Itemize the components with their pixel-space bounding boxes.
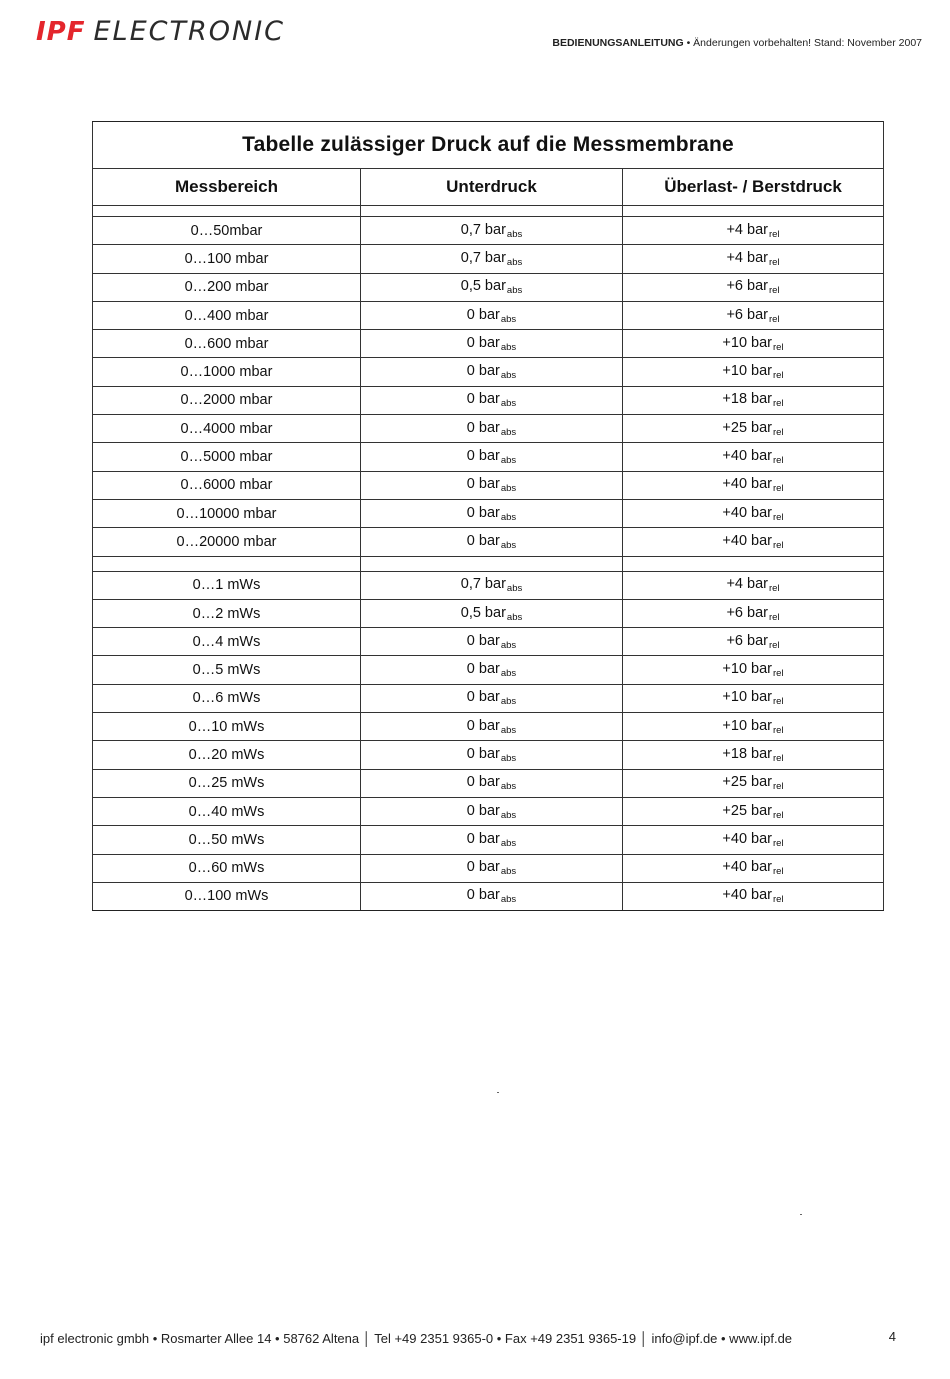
logo-brand: IPF xyxy=(36,17,86,47)
overload-cell xyxy=(623,628,884,656)
table-row xyxy=(93,217,884,245)
vacuum-cell-unit-subscript: abs xyxy=(500,696,517,708)
vacuum-cell xyxy=(361,245,623,273)
vacuum-cell xyxy=(361,769,623,797)
vacuum-cell-unit-subscript: abs xyxy=(500,370,517,382)
vacuum-cell-value: 0 bar xyxy=(466,859,500,876)
measuring-range-cell: 0…60 mWs xyxy=(93,854,361,882)
company-logo xyxy=(36,16,285,56)
overload-cell xyxy=(623,571,884,599)
vacuum-cell-value: 0 bar xyxy=(466,661,500,678)
measuring-range-cell: 0…20000 mbar xyxy=(93,528,361,556)
overload-cell xyxy=(623,499,884,527)
overload-cell xyxy=(623,684,884,712)
measuring-range-cell: 0…6 mWs xyxy=(93,684,361,712)
overload-cell-unit-subscript: rel xyxy=(773,724,784,736)
header-note xyxy=(552,37,922,49)
overload-cell-value: +40 bar xyxy=(722,830,773,847)
overload-cell xyxy=(623,443,884,471)
vacuum-cell-value: 0 bar xyxy=(466,802,500,819)
vacuum-cell xyxy=(361,684,623,712)
table-row xyxy=(93,301,884,329)
vacuum-cell xyxy=(361,443,623,471)
vacuum-cell-value: 0 bar xyxy=(466,448,500,465)
vacuum-cell-value: 0 bar xyxy=(466,504,500,521)
measuring-range-cell: 0…1 mWs xyxy=(93,571,361,599)
overload-cell xyxy=(623,599,884,627)
table-row xyxy=(93,386,884,414)
overload-cell-unit-subscript: rel xyxy=(773,668,784,680)
overload-cell xyxy=(623,528,884,556)
measuring-range-cell: 0…400 mbar xyxy=(93,301,361,329)
logo-name: ELECTRONIC xyxy=(93,16,286,47)
overload-cell-value: +6 bar xyxy=(726,604,768,621)
table-row xyxy=(93,684,884,712)
measuring-range-cell: 0…4 mWs xyxy=(93,628,361,656)
measuring-range-cell: 0…600 mbar xyxy=(93,330,361,358)
overload-cell-unit-subscript: rel xyxy=(768,639,780,651)
vacuum-cell-unit-subscript: abs xyxy=(500,426,517,438)
overload-cell-unit-subscript: rel xyxy=(773,866,784,878)
overload-cell-value: +4 bar xyxy=(726,576,768,593)
overload-cell-unit-subscript: rel xyxy=(773,809,784,821)
vacuum-cell xyxy=(361,882,623,910)
measuring-range-cell: 0…4000 mbar xyxy=(93,415,361,443)
measuring-range-cell: 0…2000 mbar xyxy=(93,386,361,414)
overload-cell-unit-subscript: rel xyxy=(773,781,784,793)
overload-cell-unit-subscript: rel xyxy=(768,256,780,268)
measuring-range-cell: 0…100 mWs xyxy=(93,882,361,910)
overload-cell xyxy=(623,330,884,358)
table-row xyxy=(93,471,884,499)
vacuum-cell xyxy=(361,415,623,443)
vacuum-cell-value: 0,7 bar xyxy=(460,221,506,238)
separator-cell xyxy=(623,206,884,217)
separator-cell xyxy=(623,556,884,571)
revision-note: • Änderungen vorbehalten! Stand: November 2007 xyxy=(683,37,922,49)
overload-cell xyxy=(623,797,884,825)
vacuum-cell-value: 0 bar xyxy=(466,532,500,549)
measuring-range-cell: 0…1000 mbar xyxy=(93,358,361,386)
pressure-table xyxy=(92,121,884,911)
table-row xyxy=(93,628,884,656)
overload-cell-value: +10 bar xyxy=(722,717,773,734)
vacuum-cell xyxy=(361,301,623,329)
vacuum-cell-value: 0 bar xyxy=(466,717,500,734)
vacuum-cell-value: 0 bar xyxy=(466,887,500,904)
overload-cell xyxy=(623,301,884,329)
vacuum-cell-unit-subscript: abs xyxy=(506,285,523,297)
overload-cell-unit-subscript: rel xyxy=(773,837,784,849)
overload-cell xyxy=(623,882,884,910)
vacuum-cell-value: 0 bar xyxy=(466,419,500,436)
vacuum-cell-unit-subscript: abs xyxy=(500,539,517,551)
vacuum-cell-unit-subscript: abs xyxy=(500,724,517,736)
group-separator-row xyxy=(93,556,884,571)
vacuum-cell xyxy=(361,499,623,527)
overload-cell-value: +6 bar xyxy=(726,278,768,295)
vacuum-cell-value: 0,7 bar xyxy=(460,249,506,266)
overload-cell-value: +18 bar xyxy=(722,745,773,762)
vacuum-cell-unit-subscript: abs xyxy=(500,483,517,495)
column-header-range: Messbereich xyxy=(93,169,361,206)
overload-cell-value: +10 bar xyxy=(722,334,773,351)
vacuum-cell xyxy=(361,217,623,245)
table-row xyxy=(93,882,884,910)
vacuum-cell-value: 0,5 bar xyxy=(460,604,506,621)
overload-cell-unit-subscript: rel xyxy=(768,583,780,595)
table-row xyxy=(93,415,884,443)
vacuum-cell-value: 0 bar xyxy=(466,774,500,791)
separator-cell xyxy=(361,206,623,217)
overload-cell-unit-subscript: rel xyxy=(773,511,784,523)
overload-cell-value: +40 bar xyxy=(722,532,773,549)
overload-cell-value: +40 bar xyxy=(722,859,773,876)
vacuum-cell-unit-subscript: abs xyxy=(500,639,517,651)
scan-speck xyxy=(800,1214,802,1215)
measuring-range-cell: 0…6000 mbar xyxy=(93,471,361,499)
separator-cell xyxy=(361,556,623,571)
measuring-range-cell: 0…10000 mbar xyxy=(93,499,361,527)
table-row xyxy=(93,499,884,527)
overload-cell xyxy=(623,386,884,414)
measuring-range-cell: 0…20 mWs xyxy=(93,741,361,769)
vacuum-cell xyxy=(361,797,623,825)
overload-cell xyxy=(623,854,884,882)
vacuum-cell xyxy=(361,386,623,414)
table-row xyxy=(93,528,884,556)
vacuum-cell-value: 0 bar xyxy=(466,363,500,380)
overload-cell xyxy=(623,415,884,443)
vacuum-cell xyxy=(361,358,623,386)
overload-cell xyxy=(623,713,884,741)
table-row xyxy=(93,713,884,741)
vacuum-cell-unit-subscript: abs xyxy=(500,866,517,878)
measuring-range-cell: 0…25 mWs xyxy=(93,769,361,797)
overload-cell-value: +10 bar xyxy=(722,689,773,706)
overload-cell xyxy=(623,741,884,769)
vacuum-cell-unit-subscript: abs xyxy=(500,668,517,680)
vacuum-cell xyxy=(361,330,623,358)
overload-cell-unit-subscript: rel xyxy=(773,341,784,353)
table-row xyxy=(93,330,884,358)
header-spacer-row xyxy=(93,206,884,217)
measuring-range-cell: 0…2 mWs xyxy=(93,599,361,627)
vacuum-cell xyxy=(361,826,623,854)
overload-cell-unit-subscript: rel xyxy=(773,696,784,708)
measuring-range-cell: 0…50mbar xyxy=(93,217,361,245)
table-row xyxy=(93,273,884,301)
overload-cell-value: +25 bar xyxy=(722,802,773,819)
vacuum-cell xyxy=(361,713,623,741)
table-title: Tabelle zulässiger Druck auf die Messmembrane xyxy=(93,122,884,169)
measuring-range-cell: 0…5 mWs xyxy=(93,656,361,684)
overload-cell xyxy=(623,769,884,797)
overload-cell-unit-subscript: rel xyxy=(773,370,784,382)
vacuum-cell xyxy=(361,741,623,769)
overload-cell-value: +40 bar xyxy=(722,476,773,493)
table-row xyxy=(93,741,884,769)
table-row xyxy=(93,656,884,684)
measuring-range-cell: 0…200 mbar xyxy=(93,273,361,301)
overload-cell-value: +6 bar xyxy=(726,632,768,649)
vacuum-cell-unit-subscript: abs xyxy=(506,583,523,595)
measuring-range-cell: 0…100 mbar xyxy=(93,245,361,273)
scan-speck xyxy=(497,1092,499,1093)
table-row xyxy=(93,245,884,273)
vacuum-cell-value: 0 bar xyxy=(466,306,500,323)
vacuum-cell-unit-subscript: abs xyxy=(500,341,517,353)
overload-cell-value: +6 bar xyxy=(726,306,768,323)
vacuum-cell xyxy=(361,599,623,627)
vacuum-cell xyxy=(361,628,623,656)
vacuum-cell-value: 0 bar xyxy=(466,830,500,847)
overload-cell-value: +10 bar xyxy=(722,661,773,678)
overload-cell-value: +4 bar xyxy=(726,249,768,266)
overload-cell-unit-subscript: rel xyxy=(768,285,780,297)
measuring-range-cell: 0…40 mWs xyxy=(93,797,361,825)
overload-cell-unit-subscript: rel xyxy=(773,752,784,764)
overload-cell-unit-subscript: rel xyxy=(773,483,784,495)
overload-cell-unit-subscript: rel xyxy=(768,313,780,325)
overload-cell-unit-subscript: rel xyxy=(773,455,784,467)
vacuum-cell-value: 0,7 bar xyxy=(460,576,506,593)
vacuum-cell xyxy=(361,528,623,556)
table-row xyxy=(93,769,884,797)
overload-cell xyxy=(623,217,884,245)
manual-label: BEDIENUNGSANLEITUNG xyxy=(552,37,684,49)
overload-cell-unit-subscript: rel xyxy=(773,894,784,906)
separator-cell xyxy=(93,206,361,217)
overload-cell-value: +10 bar xyxy=(722,363,773,380)
vacuum-cell-value: 0 bar xyxy=(466,689,500,706)
overload-cell xyxy=(623,471,884,499)
measuring-range-cell: 0…10 mWs xyxy=(93,713,361,741)
table-row xyxy=(93,797,884,825)
table-body xyxy=(93,206,884,911)
overload-cell xyxy=(623,273,884,301)
page-number: 4 xyxy=(888,1329,896,1344)
vacuum-cell xyxy=(361,656,623,684)
overload-cell-unit-subscript: rel xyxy=(773,539,784,551)
table-row xyxy=(93,826,884,854)
vacuum-cell-unit-subscript: abs xyxy=(500,313,517,325)
table-row xyxy=(93,854,884,882)
overload-cell-value: +18 bar xyxy=(722,391,773,408)
vacuum-cell-unit-subscript: abs xyxy=(500,894,517,906)
overload-cell-value: +25 bar xyxy=(722,774,773,791)
overload-cell xyxy=(623,656,884,684)
overload-cell-unit-subscript: rel xyxy=(768,611,780,623)
vacuum-cell-unit-subscript: abs xyxy=(500,752,517,764)
measuring-range-cell: 0…5000 mbar xyxy=(93,443,361,471)
vacuum-cell-unit-subscript: abs xyxy=(500,455,517,467)
vacuum-cell-unit-subscript: abs xyxy=(500,809,517,821)
vacuum-cell-unit-subscript: abs xyxy=(506,228,523,240)
column-header-vacuum: Unterdruck xyxy=(361,169,623,206)
table-row xyxy=(93,599,884,627)
vacuum-cell-unit-subscript: abs xyxy=(506,256,523,268)
vacuum-cell-unit-subscript: abs xyxy=(500,511,517,523)
vacuum-cell xyxy=(361,471,623,499)
column-header-overload: Überlast- / Berstdruck xyxy=(623,169,884,206)
overload-cell xyxy=(623,245,884,273)
vacuum-cell-value: 0 bar xyxy=(466,334,500,351)
vacuum-cell-value: 0 bar xyxy=(466,745,500,762)
vacuum-cell xyxy=(361,273,623,301)
table-row xyxy=(93,443,884,471)
table-row xyxy=(93,571,884,599)
footer-contact: ipf electronic gmbh • Rosmarter Allee 14 • 58762 Altena │ Tel +49 2351 9365-0 • Fax +49 2351 9365-19 │ info@ipf.de • www.ipf.de xyxy=(40,1331,793,1346)
vacuum-cell-unit-subscript: abs xyxy=(500,398,517,410)
overload-cell-value: +40 bar xyxy=(722,887,773,904)
overload-cell-value: +25 bar xyxy=(722,419,773,436)
vacuum-cell xyxy=(361,854,623,882)
separator-cell xyxy=(93,556,361,571)
overload-cell-unit-subscript: rel xyxy=(773,398,784,410)
overload-cell-value: +40 bar xyxy=(722,448,773,465)
vacuum-cell xyxy=(361,571,623,599)
vacuum-cell-unit-subscript: abs xyxy=(506,611,523,623)
overload-cell-value: +4 bar xyxy=(726,221,768,238)
overload-cell xyxy=(623,358,884,386)
vacuum-cell-value: 0,5 bar xyxy=(460,278,506,295)
vacuum-cell-value: 0 bar xyxy=(466,391,500,408)
overload-cell xyxy=(623,826,884,854)
overload-cell-unit-subscript: rel xyxy=(768,228,780,240)
overload-cell-unit-subscript: rel xyxy=(773,426,784,438)
overload-cell-value: +40 bar xyxy=(722,504,773,521)
vacuum-cell-unit-subscript: abs xyxy=(500,837,517,849)
measuring-range-cell: 0…50 mWs xyxy=(93,826,361,854)
vacuum-cell-unit-subscript: abs xyxy=(500,781,517,793)
vacuum-cell-value: 0 bar xyxy=(466,476,500,493)
vacuum-cell-value: 0 bar xyxy=(466,632,500,649)
table-row xyxy=(93,358,884,386)
